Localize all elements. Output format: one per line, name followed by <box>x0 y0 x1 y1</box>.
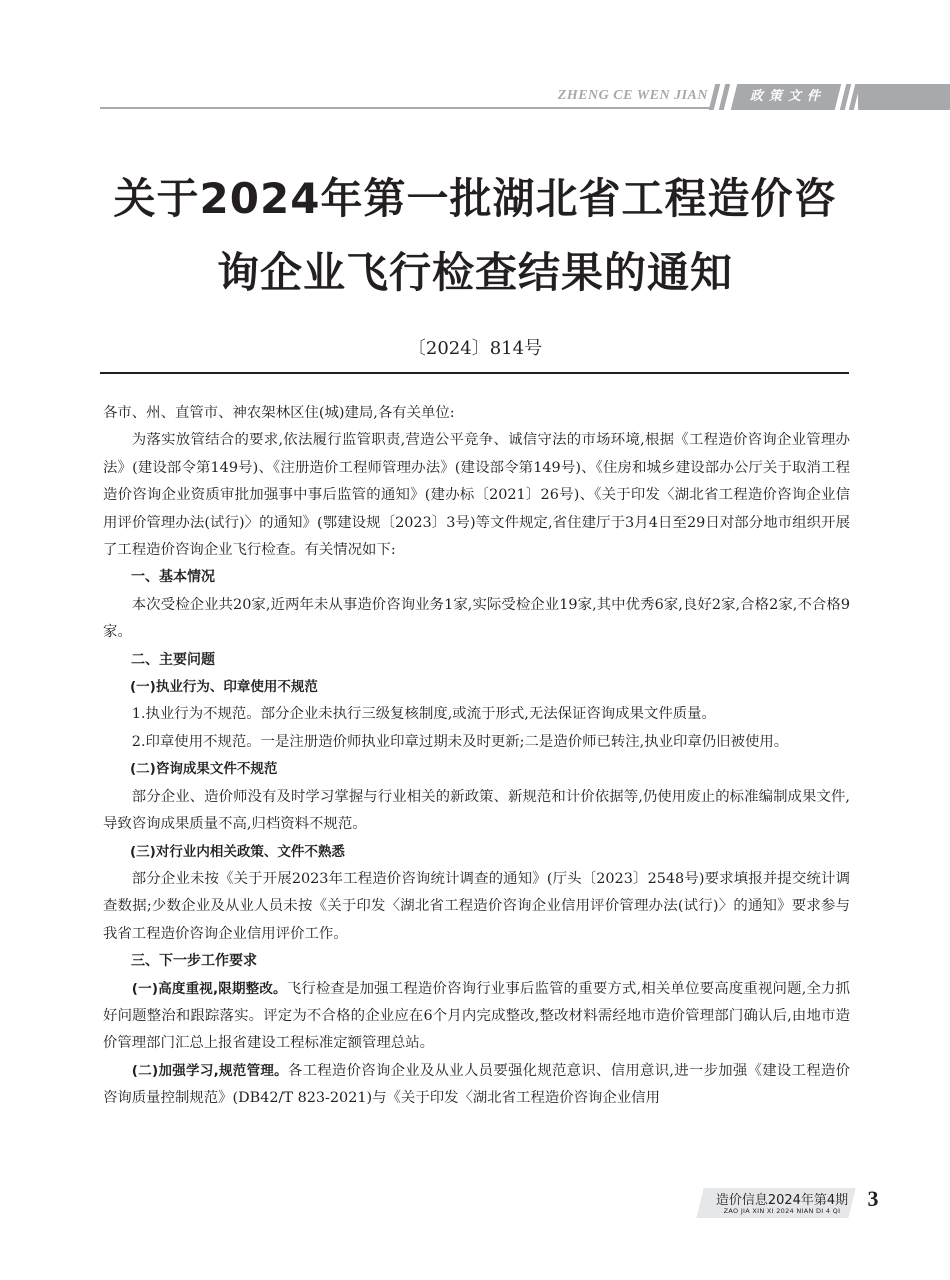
subsection-heading-2-2: (二)咨询成果文件不规范 <box>130 761 278 778</box>
header-tail-bar <box>858 84 950 110</box>
title-rule <box>100 372 849 374</box>
subsection-2-3-paragraph: 部分企业未按《关于开展2023年工程造价咨询统计调查的通知》(厅头〔2023〕2548号)要求填报并提交统计调查数据;少数企业及从业人员未按《关于印发〈湖北省工程造价咨询企业信用评价管理办法(试行)〉的通知》要求参与我省工程造价咨询企业信用评价工作。 <box>103 870 850 942</box>
section-3-item-1-text: 飞行检查是加强工程造价咨询行业事后监管的重要方式,相关单位要高度重视问题,全力抓好问题整治和跟踪落实。评定为不合格的企业应在6个月内完成整改,整改材料需经地市造价管理部门确认后,由地市造价管理部门汇总上报省建设工程标准定额管理总站。 <box>103 980 850 1052</box>
subsection-heading-2-1: (一)执业行为、印章使用不规范 <box>130 679 318 696</box>
section-3-item-2 <box>103 1058 850 1113</box>
article-body <box>103 400 850 1113</box>
header-rule <box>100 107 712 109</box>
subsection-2-2-paragraph: 部分企业、造价师没有及时学习掌握与行业相关的新政策、新规范和计价依据等,仍使用废止的标准编制成果文件,导致咨询成果质量不高,归档资料不规范。 <box>103 788 850 833</box>
subsection-2-1-paragraph-1: 1.执业行为不规范。部分企业未执行三级复核制度,或流于形式,无法保证咨询成果文件质量。 <box>131 706 716 723</box>
header-section-label: 政策文件 <box>749 89 826 104</box>
article-title <box>80 162 870 310</box>
header-section-pinyin: ZHENG CE WEN JIAN <box>557 88 708 103</box>
subsection-2-1-paragraph-2: 2.印章使用不规范。一是注册造价师执业印章过期未及时更新;二是造价师已转注,执业印章仍旧被使用。 <box>131 733 789 750</box>
salutation: 各市、州、直管市、神农架林区住(城)建局,各有关单位: <box>103 405 455 421</box>
page-number: 3 <box>867 1186 879 1211</box>
section-heading-2: 二、主要问题 <box>131 651 215 668</box>
page-header <box>0 0 950 120</box>
section-3-item-1 <box>103 976 850 1058</box>
document-number: 〔2024〕814号 <box>407 338 543 359</box>
section-3-item-2-lead: (二)加强学习,规范管理。 <box>131 1062 288 1079</box>
section-heading-3: 三、下一步工作要求 <box>131 953 257 970</box>
header-stripe <box>719 84 730 110</box>
section-3-item-1-lead: (一)高度重视,限期整改。 <box>131 980 287 997</box>
intro-paragraph: 为落实放管结合的要求,依法履行监管职责,营造公平竞争、诚信守法的市场环境,根据《工程造价咨询企业管理办法》(建设部令第149号)、《注册造价工程师管理办法》(建设部令第149号)、《住房和城乡建设部办公厅关于取消工程造价咨询企业资质审批加强事中事后监管的通知》(建办标〔2021〕26号)、《关于印发〈湖北省工程造价咨询企业信用评价管理办法(试行)〉的通知》(鄂建设规〔2023〕3号)等文件规定,省住建厅于3月4日至29日对部分地市组织开展了工程造价咨询企业飞行检查。有关情况如下: <box>103 432 850 559</box>
section-heading-1: 一、基本情况 <box>131 569 215 586</box>
section-3-item-2-text: 各工程造价咨询企业及从业人员要强化规范意识、信用意识,进一步加强《建设工程造价咨询质量控制规范》(DB42/T 823-2021)与《关于印发〈湖北省工程造价咨询企业信用 <box>103 1062 851 1107</box>
subsection-heading-2-3: (三)对行业内相关政策、文件不熟悉 <box>130 843 345 860</box>
article-title-line-2: 询企业飞行检查结果的通知 <box>216 248 733 297</box>
section-1-paragraph: 本次受检企业共20家,近两年未从事造价咨询业务1家,实际受检企业19家,其中优秀6家,良好2家,合格2家,不合格9家。 <box>103 596 850 641</box>
article-title-line-1: 关于2024年第一批湖北省工程造价咨 <box>113 174 837 223</box>
footer-journal-pinyin: ZAO JIA XIN XI 2024 NIAN DI 4 QI <box>723 1207 841 1215</box>
footer-journal-title: 造价信息2024年第4期 <box>715 1193 849 1208</box>
